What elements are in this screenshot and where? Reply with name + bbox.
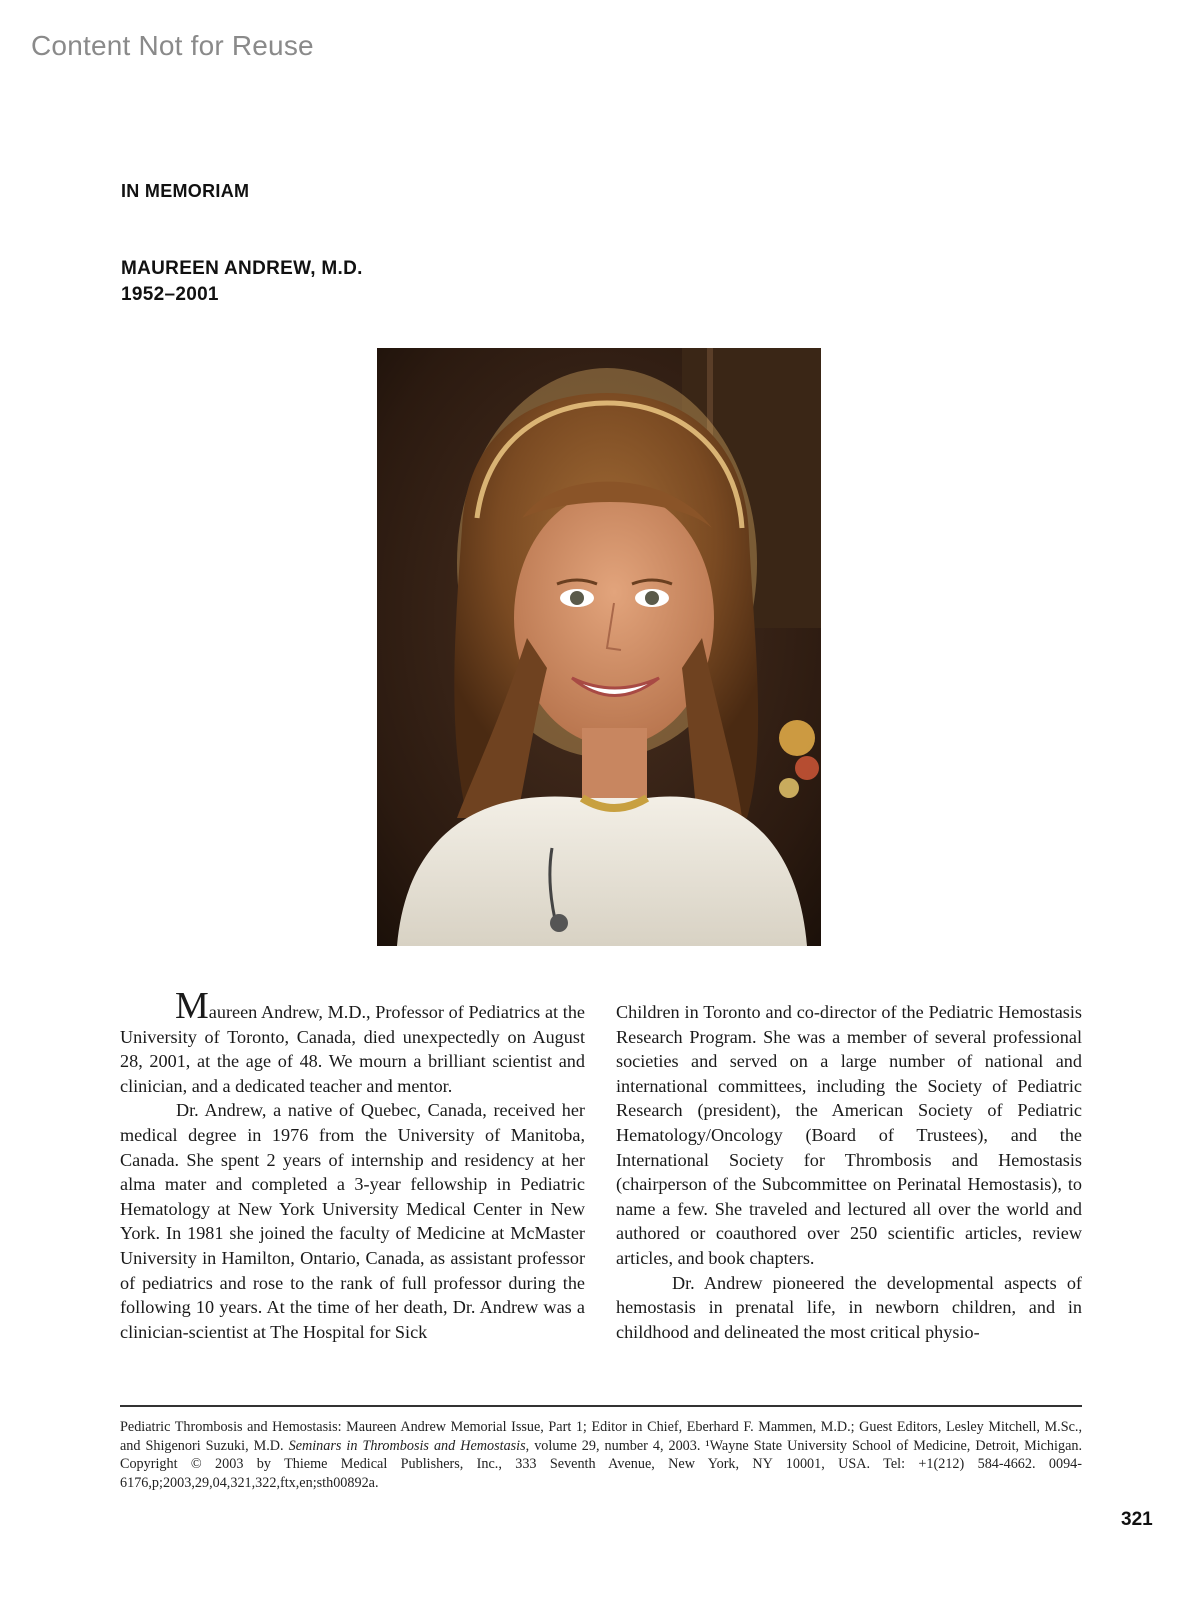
watermark: Content Not for Reuse bbox=[31, 30, 314, 61]
page-number: 321 bbox=[1121, 1509, 1153, 1530]
body-paragraph: Dr. Andrew, a native of Quebec, Canada, received her medical degree in 1976 from the University of Manitoba, Canada. She spent 2 years of internship and residency at her alma mater and completed a 3-year fellowship in Pediatric Hematology at New York University Medical Center in New York. In 1981 she joined the faculty of Medicine at McMaster University in Hamilton, Ontario, Canada, as assistant professor of pediatrics and rose to the rank of full professor during the following 10 years. At the time of her death, Dr. Andrew was a clinician-scientist at The Hospital for Sick bbox=[120, 1100, 585, 1342]
body-paragraph: Children in Toronto and co-director of the Pediatric Hemostasis Research Program. She was a member of several professional societies and served on a large number of national and international committees, including the Society of Pediatric Research (president), the American Society of Pediatric Hematology/Oncology (Board of Trustees), and the International Society for Thrombosis and Hemostasis (chairperson of the Subcommittee on Perinatal Hemostasis), to name a few. She traveled and lectured all over the world and authored or coauthored over 250 scientific articles, review articles, and book chapters. bbox=[616, 1002, 1082, 1268]
body-paragraph: Dr. Andrew pioneered the developmental aspects of hemostasis in prenatal life, in newborn children, and in childhood and delineated the most critical physio- bbox=[616, 1272, 1082, 1342]
memorial-heading bbox=[121, 256, 363, 308]
subject-name: MAUREEN ANDREW, M.D. bbox=[121, 258, 363, 279]
paragraph-text: aureen Andrew, M.D., Professor of Pediatrics at the University of Toronto, Canada, died unexpectedly on August 28, 2001, at the age of 48. We mourn a brilliant scientist and clinician, and a dedicated teacher and mentor. bbox=[120, 1002, 585, 1096]
footnote-text: Pediatric Thrombosis and Hemostasis: Maureen Andrew Memorial Issue, Part 1; Editor in Chief, Eberhard F. Mammen, M.D.; Guest Editors, Lesley Mitchell, M.Sc., and Shigenori Suzuki, M.D. bbox=[120, 1419, 1082, 1454]
section-label: IN MEMORIAM bbox=[121, 181, 250, 201]
body-column-right bbox=[616, 1000, 1082, 1344]
subject-years: 1952–2001 bbox=[121, 284, 219, 305]
portrait-illustration bbox=[377, 348, 821, 946]
footnote-divider bbox=[120, 1405, 1082, 1407]
body-column-left bbox=[120, 985, 585, 1344]
drop-cap: M bbox=[175, 985, 209, 1027]
journal-title: Seminars in Thrombosis and Hemostasis bbox=[288, 1437, 526, 1454]
portrait-photo bbox=[377, 348, 821, 946]
footnote bbox=[120, 1418, 1082, 1492]
footnote-text: , volume 29, number 4, 2003. ¹Wayne State University School of Medicine, Detroit, Michigan. Copyright © 2003 by Thieme Medical Publishers, Inc., 333 Seventh Avenue, New York, NY 10001, USA. Tel: +1(212) 584-4662. 0094-6176,p;2003,29,04,321,322,ftx,en;sth00892a. bbox=[120, 1437, 1083, 1491]
body-paragraph bbox=[120, 985, 585, 1098]
